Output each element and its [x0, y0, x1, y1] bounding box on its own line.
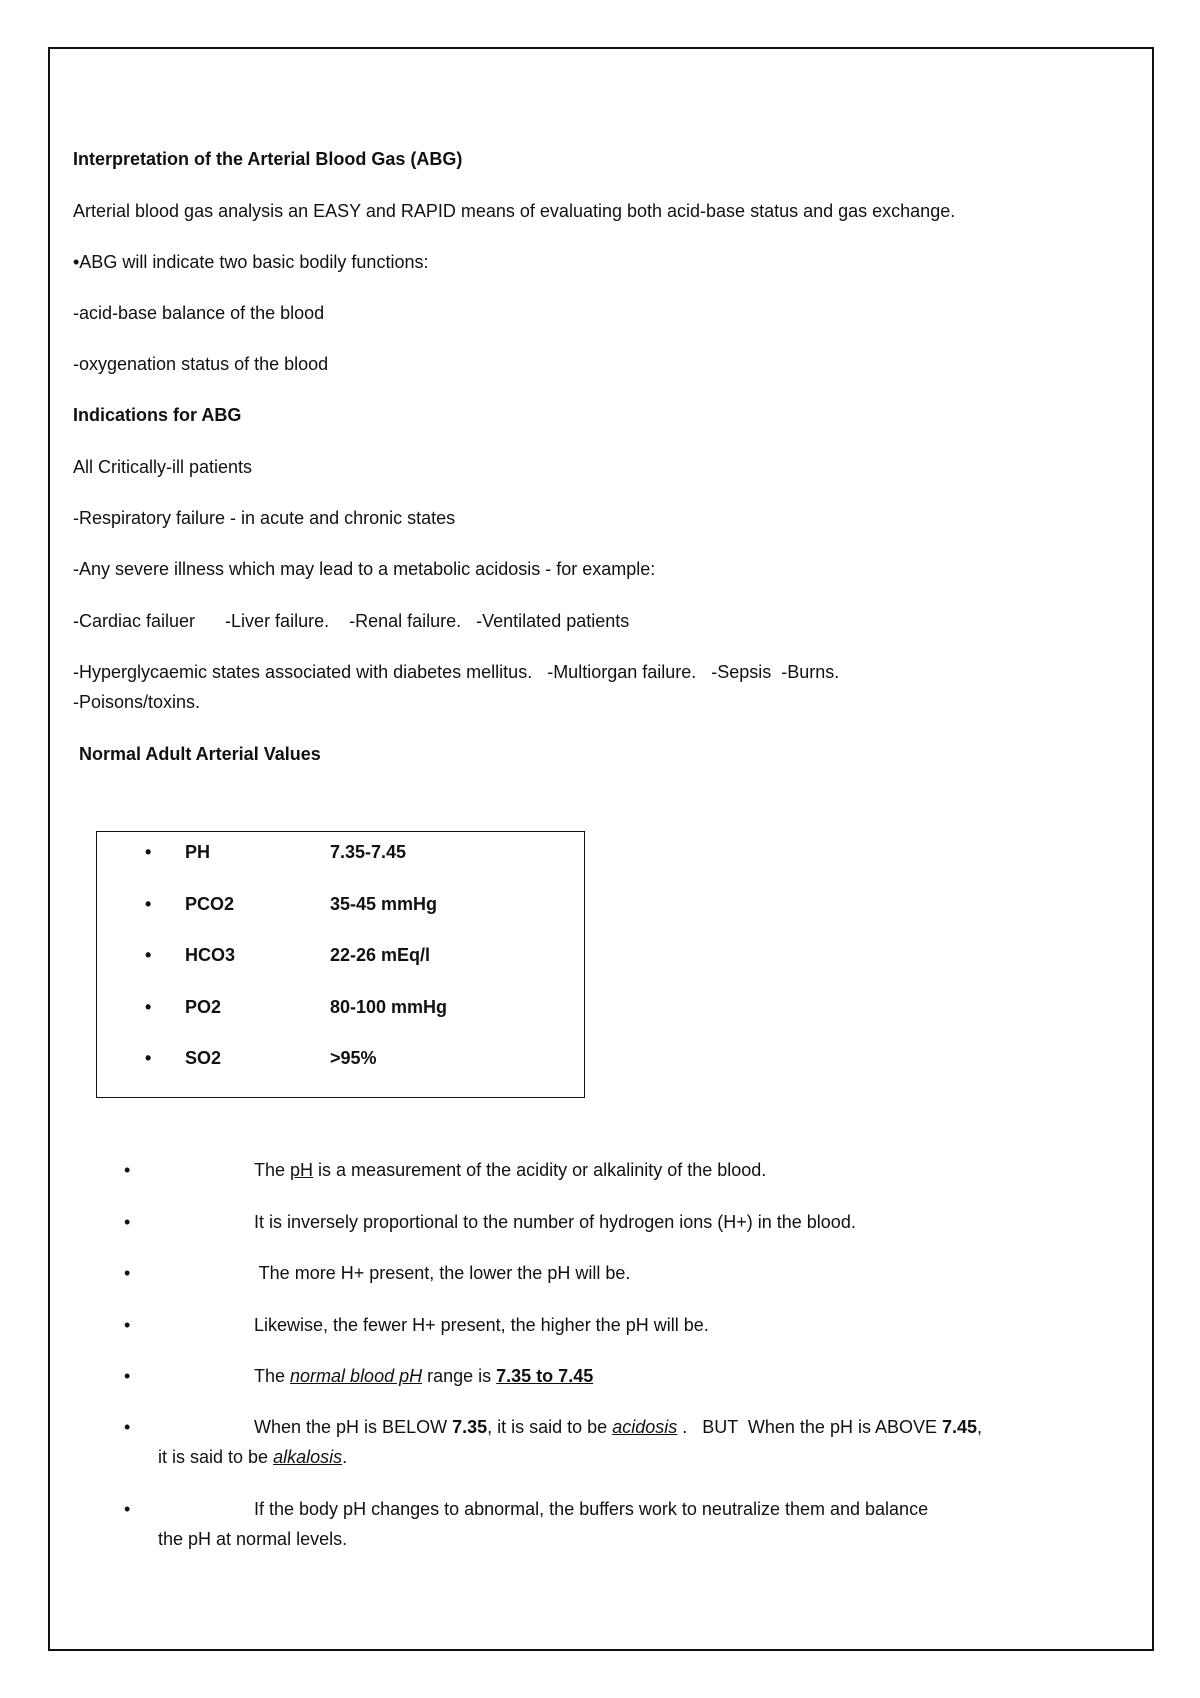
normal-ph-range: 7.35 to 7.45: [496, 1366, 594, 1386]
value-range: 80-100 mmHg: [330, 997, 448, 1017]
bullet-icon: •: [145, 997, 152, 1017]
value-name: PH: [185, 842, 211, 862]
bullet-icon: •: [124, 1263, 131, 1283]
value-name: PO2: [185, 997, 222, 1017]
value-range: 7.35-7.45: [330, 842, 407, 862]
bullet-icon: •: [145, 842, 152, 862]
normal-blood-ph-term: normal blood pH: [290, 1366, 423, 1386]
indications-heading: Indications for ABG: [73, 405, 242, 425]
bullet-icon: •: [124, 1315, 131, 1335]
indication-item: All Critically-ill patients: [73, 457, 253, 477]
ph-point: The normal blood pH range is 7.35 to 7.45: [254, 1366, 594, 1386]
functions-heading: •ABG will indicate two basic bodily functions:: [73, 252, 429, 272]
value-range: >95%: [330, 1048, 377, 1068]
ph-point: Likewise, the fewer H+ present, the higher the pH will be.: [254, 1315, 709, 1335]
ph-point: When the pH is BELOW 7.35, it is said to be acidosis . BUT When the pH is ABOVE 7.45,: [254, 1417, 983, 1437]
ph-point-continuation: it is said to be alkalosis.: [158, 1447, 348, 1467]
acidosis-term: acidosis: [612, 1417, 678, 1437]
value-range: 35-45 mmHg: [330, 894, 438, 914]
indication-item: -Hyperglycaemic states associated with diabetes mellitus. -Multiorgan failure. -Sepsis -Burns.: [73, 662, 840, 682]
value-name: HCO3: [185, 945, 236, 965]
value-range: 22-26 mEq/l: [330, 945, 431, 965]
function-item: -oxygenation status of the blood: [73, 354, 329, 374]
ph-point: It is inversely proportional to the number of hydrogen ions (H+) in the blood.: [254, 1212, 856, 1232]
value-row-so2: [97, 1048, 584, 1072]
value-row-po2: [97, 997, 584, 1021]
ph-point: The pH is a measurement of the acidity or alkalinity of the blood.: [254, 1160, 767, 1180]
indication-item: -Poisons/toxins.: [73, 692, 201, 712]
bullet-icon: •: [124, 1499, 131, 1519]
bullet-icon: •: [145, 894, 152, 914]
bullet-icon: •: [145, 945, 152, 965]
indication-item: -Cardiac failuer -Liver failure. -Renal failure. -Ventilated patients: [73, 611, 630, 631]
ph-point-continuation: the pH at normal levels.: [158, 1529, 348, 1549]
indication-item: -Respiratory failure - in acute and chronic states: [73, 508, 456, 528]
function-item: -acid-base balance of the blood: [73, 303, 325, 323]
bullet-icon: •: [124, 1160, 131, 1180]
value-row-hco3: [97, 945, 584, 969]
document-title: Interpretation of the Arterial Blood Gas (ABG): [73, 149, 463, 169]
normal-values-box: [96, 831, 585, 1098]
value-row-ph: [97, 842, 584, 866]
ph-term: pH: [290, 1160, 314, 1180]
bullet-icon: •: [124, 1212, 131, 1232]
bullet-icon: •: [124, 1417, 131, 1437]
ph-point: If the body pH changes to abnormal, the buffers work to neutralize them and balance: [254, 1499, 929, 1519]
normal-values-heading: Normal Adult Arterial Values: [79, 744, 321, 764]
intro-paragraph: Arterial blood gas analysis an EASY and RAPID means of evaluating both acid-base status and gas exchange.: [73, 201, 956, 221]
ph-point: The more H+ present, the lower the pH will be.: [254, 1263, 631, 1283]
bullet-icon: •: [124, 1366, 131, 1386]
value-name: SO2: [185, 1048, 222, 1068]
indication-item: -Any severe illness which may lead to a metabolic acidosis - for example:: [73, 559, 656, 579]
value-name: PCO2: [185, 894, 235, 914]
value-row-pco2: [97, 894, 584, 918]
bullet-icon: •: [145, 1048, 152, 1068]
alkalosis-term: alkalosis: [273, 1447, 343, 1467]
